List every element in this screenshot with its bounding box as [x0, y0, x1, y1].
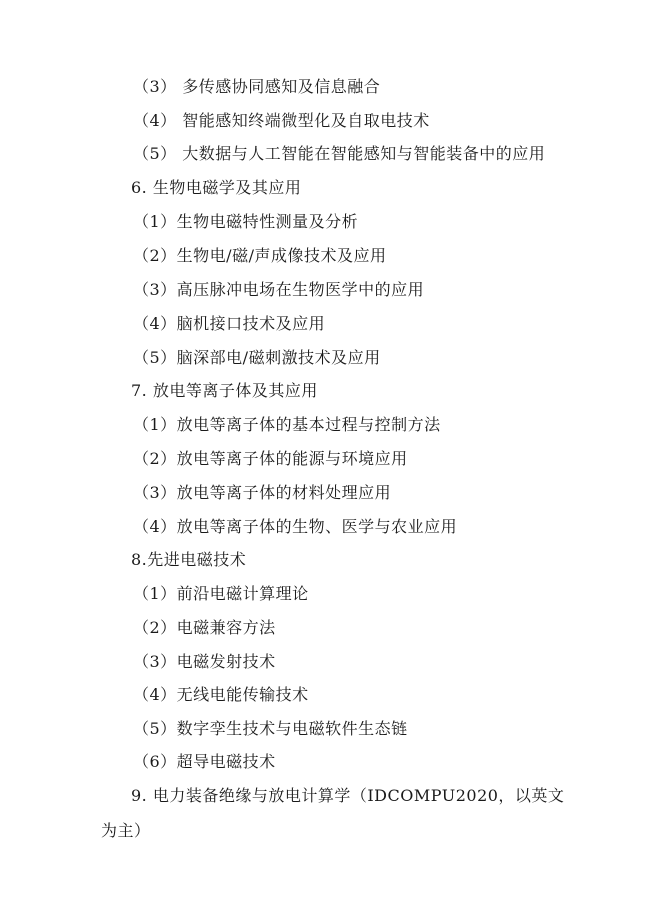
list-item: （4）脑机接口技术及应用: [133, 314, 326, 333]
section-heading: 8.先进电磁技术: [131, 550, 247, 569]
list-item: （2）放电等离子体的能源与环境应用: [133, 449, 408, 468]
list-item: （4）放电等离子体的生物、医学与农业应用: [133, 517, 458, 536]
list-item: （1）生物电磁特性测量及分析: [133, 212, 359, 231]
list-item: （2）生物电/磁/声成像技术及应用: [133, 246, 387, 265]
list-item: （2）电磁兼容方法: [133, 618, 276, 637]
list-item: （3） 多传感协同感知及信息融合: [133, 77, 381, 96]
list-item: （5） 大数据与人工智能在智能感知与智能装备中的应用: [133, 144, 546, 163]
list-item: （1）放电等离子体的基本过程与控制方法: [133, 415, 441, 434]
section-heading: 9. 电力装备绝缘与放电计算学（IDCOMPU2020，以英文: [131, 786, 565, 805]
list-item: （5）脑深部电/磁刺激技术及应用: [133, 348, 381, 367]
list-item: （3）放电等离子体的材料处理应用: [133, 483, 392, 502]
list-item: （1）前沿电磁计算理论: [133, 584, 309, 603]
section-heading: 6. 生物电磁学及其应用: [131, 178, 302, 197]
list-item: （4）无线电能传输技术: [133, 685, 309, 704]
list-item: （3）高压脉冲电场在生物医学中的应用: [133, 280, 425, 299]
list-item: （5）数字孪生技术与电磁软件生态链: [133, 719, 408, 738]
list-item: （3）电磁发射技术: [133, 652, 276, 671]
section-heading-continuation: 为主）: [101, 821, 151, 840]
list-item: （4） 智能感知终端微型化及自取电技术: [133, 111, 430, 130]
list-item: （6）超导电磁技术: [133, 752, 276, 771]
section-heading: 7. 放电等离子体及其应用: [131, 381, 318, 400]
